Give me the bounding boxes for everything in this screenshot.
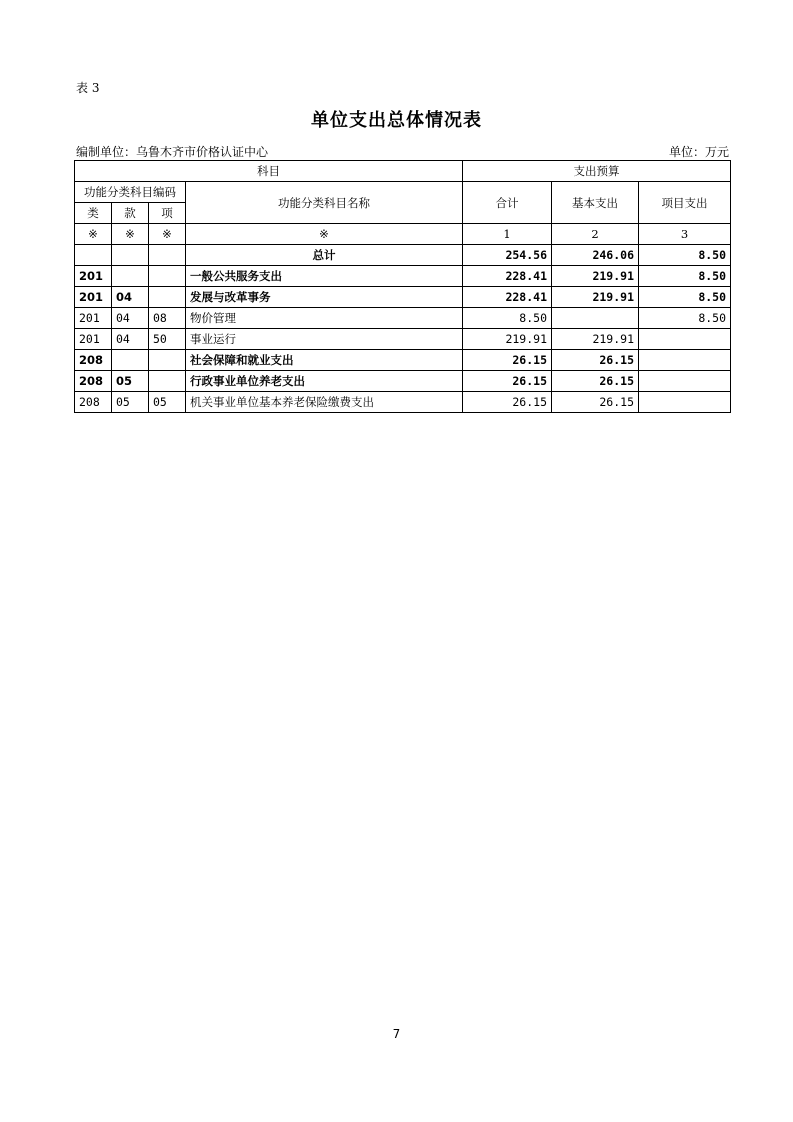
name-cell: 发展与改革事务 bbox=[186, 287, 463, 308]
table-row bbox=[75, 371, 731, 392]
name-header: 功能分类科目名称 bbox=[186, 182, 463, 224]
kuan-cell: 05 bbox=[112, 371, 149, 392]
basic-cell: 246.06 bbox=[552, 245, 639, 266]
xiang-cell: 08 bbox=[149, 308, 186, 329]
xiang-header: 项 bbox=[149, 203, 186, 224]
col-number: 1 bbox=[463, 224, 552, 245]
code-header: 功能分类科目编码 bbox=[75, 182, 186, 203]
total-cell: 228.41 bbox=[463, 287, 552, 308]
kuan-cell: 04 bbox=[112, 287, 149, 308]
name-cell: 行政事业单位养老支出 bbox=[186, 371, 463, 392]
kuan-header: 款 bbox=[112, 203, 149, 224]
xiang-cell bbox=[149, 287, 186, 308]
money-unit: 单位：万元 bbox=[668, 145, 729, 159]
lei-cell: 201 bbox=[75, 287, 112, 308]
lei-cell: 201 bbox=[75, 308, 112, 329]
page-title: 单位支出总体情况表 bbox=[311, 110, 482, 131]
kuan-cell bbox=[112, 350, 149, 371]
name-cell: 事业运行 bbox=[186, 329, 463, 350]
lei-cell bbox=[75, 245, 112, 266]
xiang-cell: 05 bbox=[149, 392, 186, 413]
basic-cell: 26.15 bbox=[552, 371, 639, 392]
project-cell: 8.50 bbox=[639, 287, 731, 308]
budget-table bbox=[74, 160, 731, 413]
xiang-cell bbox=[149, 350, 186, 371]
header-row-2 bbox=[75, 182, 731, 203]
project-cell: 8.50 bbox=[639, 245, 731, 266]
marker-row bbox=[75, 224, 731, 245]
table-row bbox=[75, 308, 731, 329]
basic-cell: 26.15 bbox=[552, 350, 639, 371]
name-cell: 物价管理 bbox=[186, 308, 463, 329]
lei-cell: 201 bbox=[75, 329, 112, 350]
basic-cell: 219.91 bbox=[552, 266, 639, 287]
total-cell: 219.91 bbox=[463, 329, 552, 350]
total-header: 合计 bbox=[463, 182, 552, 224]
basic-header: 基本支出 bbox=[552, 182, 639, 224]
xiang-cell bbox=[149, 245, 186, 266]
marker-cell: ※ bbox=[75, 224, 112, 245]
lei-cell: 208 bbox=[75, 350, 112, 371]
xiang-cell bbox=[149, 371, 186, 392]
marker-cell: ※ bbox=[112, 224, 149, 245]
name-cell: 社会保障和就业支出 bbox=[186, 350, 463, 371]
project-cell: 8.50 bbox=[639, 308, 731, 329]
basic-cell: 26.15 bbox=[552, 392, 639, 413]
table-row bbox=[75, 329, 731, 350]
total-cell: 26.15 bbox=[463, 350, 552, 371]
kuan-cell bbox=[112, 245, 149, 266]
project-header: 项目支出 bbox=[639, 182, 731, 224]
kuan-cell bbox=[112, 266, 149, 287]
kuan-cell: 04 bbox=[112, 329, 149, 350]
name-cell: 一般公共服务支出 bbox=[186, 266, 463, 287]
marker-cell: ※ bbox=[186, 224, 463, 245]
table-row bbox=[75, 266, 731, 287]
page-number: 7 bbox=[392, 1027, 401, 1041]
lei-cell: 208 bbox=[75, 371, 112, 392]
project-cell bbox=[639, 371, 731, 392]
total-cell: 8.50 bbox=[463, 308, 552, 329]
col-number: 2 bbox=[552, 224, 639, 245]
basic-cell: 219.91 bbox=[552, 329, 639, 350]
subject-header: 科目 bbox=[75, 161, 463, 182]
table-row bbox=[75, 245, 731, 266]
lei-cell: 208 bbox=[75, 392, 112, 413]
total-cell: 254.56 bbox=[463, 245, 552, 266]
lei-cell: 201 bbox=[75, 266, 112, 287]
xiang-cell: 50 bbox=[149, 329, 186, 350]
name-cell: 总计 bbox=[186, 245, 463, 266]
lei-header: 类 bbox=[75, 203, 112, 224]
total-cell: 26.15 bbox=[463, 371, 552, 392]
header-row-1 bbox=[75, 161, 731, 182]
marker-cell: ※ bbox=[149, 224, 186, 245]
table-row bbox=[75, 350, 731, 371]
compiling-unit: 编制单位：乌鲁木齐市价格认证中心 bbox=[76, 145, 269, 159]
col-number: 3 bbox=[639, 224, 731, 245]
table-label: 表 3 bbox=[76, 81, 100, 95]
kuan-cell: 05 bbox=[112, 392, 149, 413]
project-cell bbox=[639, 329, 731, 350]
table-row bbox=[75, 392, 731, 413]
total-cell: 26.15 bbox=[463, 392, 552, 413]
basic-cell: 219.91 bbox=[552, 287, 639, 308]
table-row bbox=[75, 287, 731, 308]
project-cell: 8.50 bbox=[639, 266, 731, 287]
budget-header: 支出预算 bbox=[463, 161, 731, 182]
name-cell: 机关事业单位基本养老保险缴费支出 bbox=[186, 392, 463, 413]
xiang-cell bbox=[149, 266, 186, 287]
project-cell bbox=[639, 350, 731, 371]
basic-cell bbox=[552, 308, 639, 329]
total-cell: 228.41 bbox=[463, 266, 552, 287]
kuan-cell: 04 bbox=[112, 308, 149, 329]
project-cell bbox=[639, 392, 731, 413]
